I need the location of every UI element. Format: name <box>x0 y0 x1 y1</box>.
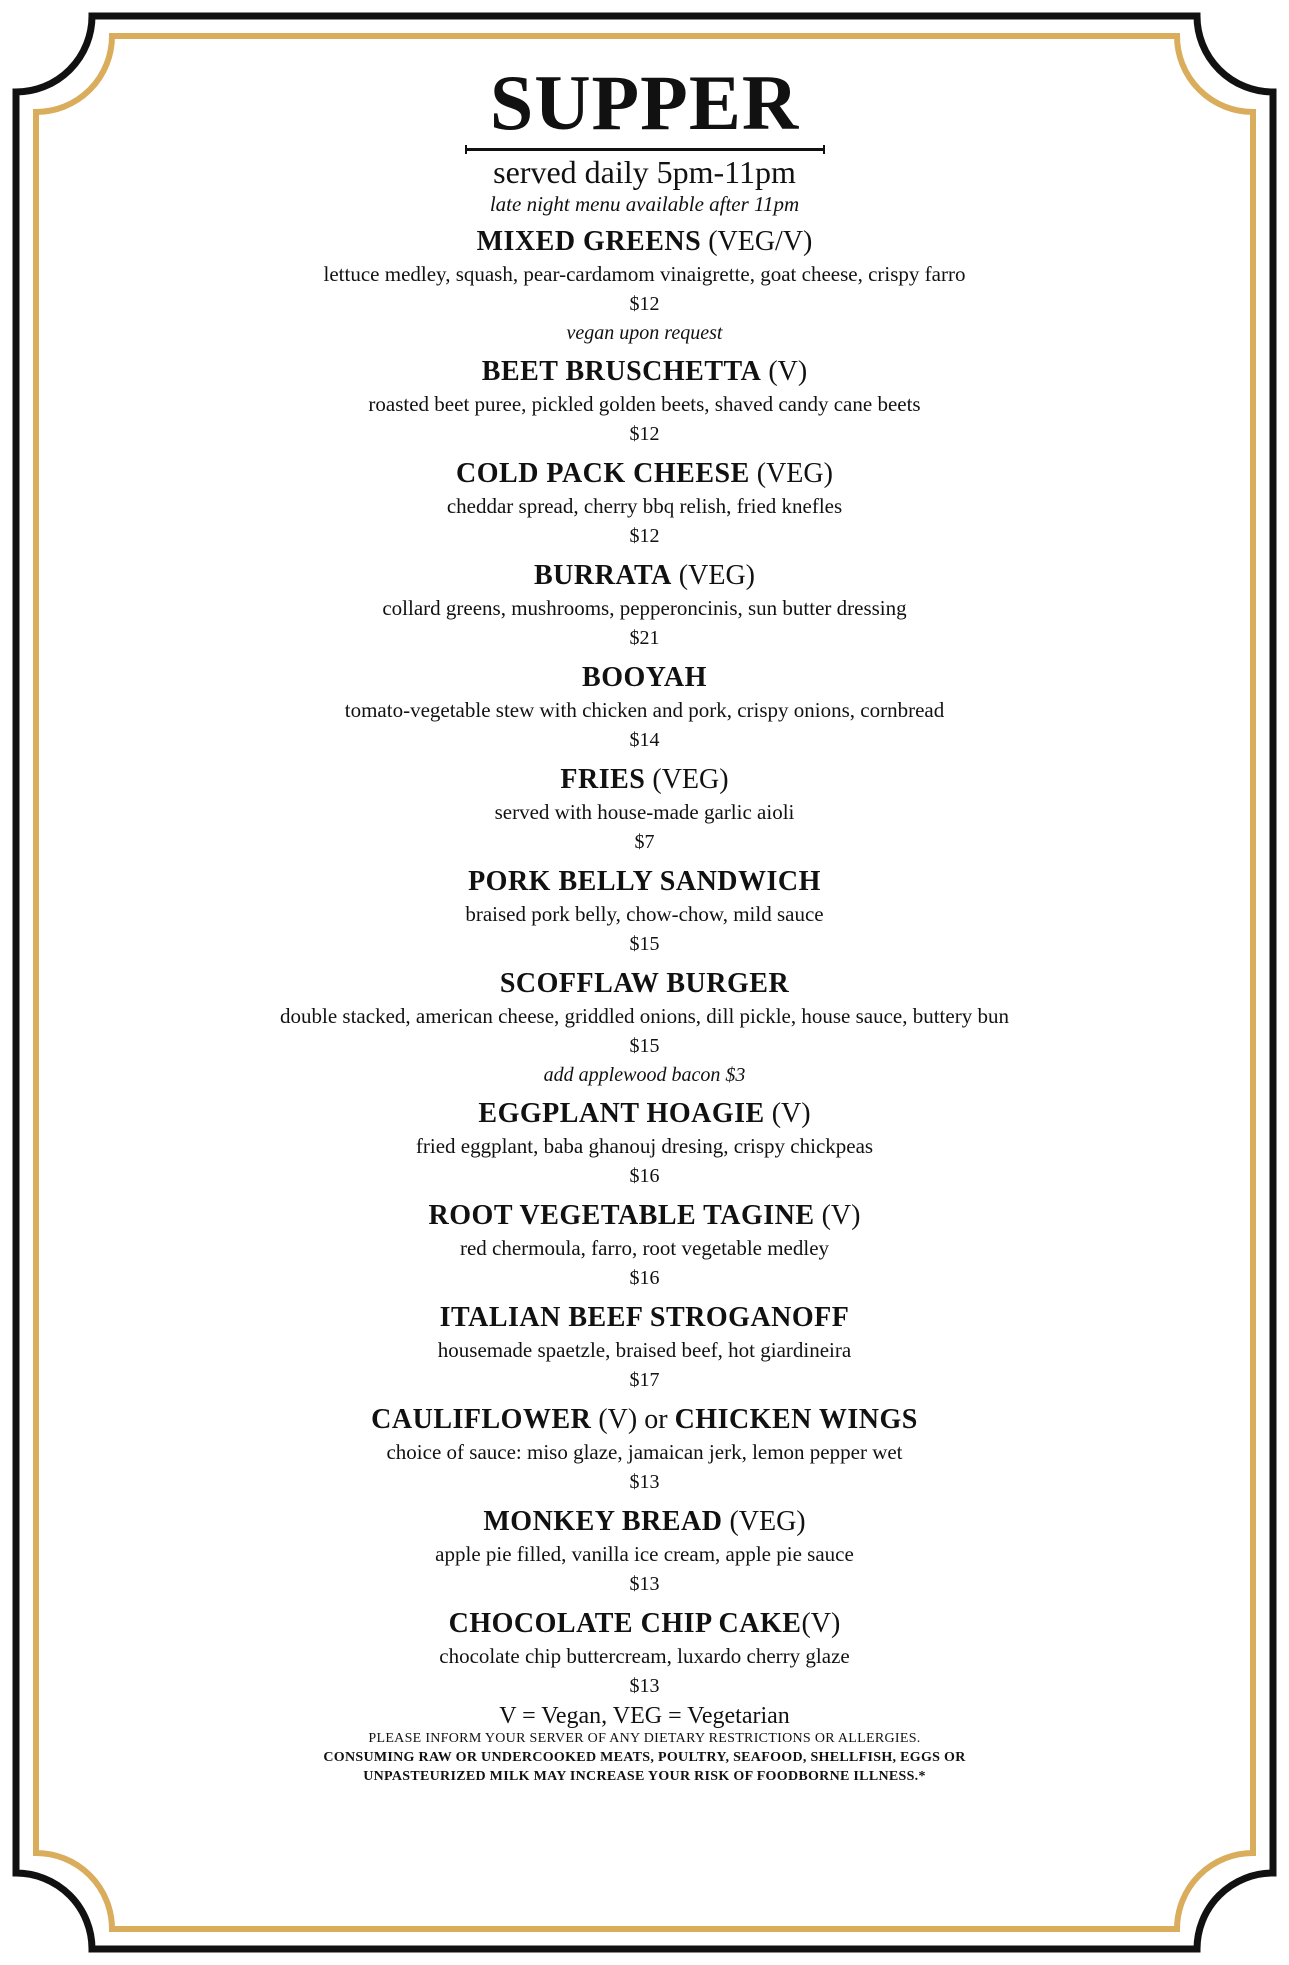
item-heading <box>120 1403 1169 1437</box>
item-diet-tag: (V) <box>761 356 808 387</box>
item-description: tomato-vegetable stew with chicken and pork, crispy onions, cornbread <box>344 698 945 722</box>
item-description: braised pork belly, chow-chow, mild sauce <box>465 902 824 926</box>
item-heading <box>120 457 1169 491</box>
item-diet-tag: (V) <box>764 1098 811 1129</box>
menu-item <box>120 559 1169 653</box>
menu-item <box>120 967 1169 1089</box>
item-diet-tag: (VEG/V) <box>701 226 813 257</box>
item-price: $12 <box>629 525 660 547</box>
item-heading <box>120 1097 1169 1131</box>
menu-item <box>120 1403 1169 1497</box>
item-name: MIXED GREENS <box>476 226 702 257</box>
diet-legend: V = Vegan, VEG = Vegetarian <box>499 1703 790 1729</box>
item-price: $15 <box>629 933 660 955</box>
item-description: choice of sauce: miso glaze, jamaican jerk, lemon pepper wet <box>386 1440 903 1464</box>
item-price: $7 <box>634 831 655 853</box>
item-description: double stacked, american cheese, griddled onions, dill pickle, house sauce, buttery bun <box>280 1004 1009 1028</box>
item-heading <box>120 1199 1169 1233</box>
menu-item <box>120 1607 1169 1701</box>
item-description: collard greens, mushrooms, pepperoncinis, sun butter dressing <box>382 596 907 620</box>
item-heading <box>120 1607 1169 1641</box>
item-price: $12 <box>629 423 660 445</box>
menu-item <box>120 1199 1169 1293</box>
menu-item <box>120 661 1169 755</box>
item-price: $14 <box>629 729 660 751</box>
item-diet-tag: (V) <box>801 1608 841 1639</box>
item-heading <box>120 967 1169 1001</box>
item-heading <box>120 661 1169 695</box>
item-heading <box>120 1505 1169 1539</box>
item-price: $15 <box>629 1035 660 1057</box>
item-description: cheddar spread, cherry bbq relish, fried knefles <box>446 494 843 518</box>
service-hours: served daily 5pm-11pm <box>493 154 796 190</box>
item-name-alt: CHICKEN WINGS <box>674 1404 918 1435</box>
menu-item <box>120 355 1169 449</box>
item-price: $17 <box>629 1369 660 1391</box>
item-heading <box>120 763 1169 797</box>
item-description: served with house-made garlic aioli <box>494 800 795 824</box>
item-diet-tag: (VEG) <box>671 560 755 591</box>
item-diet-tag: (V) or <box>591 1404 675 1435</box>
item-description: housemade spaetzle, braised beef, hot giardineira <box>437 1338 852 1362</box>
menu-item <box>120 763 1169 857</box>
item-note: add applewood bacon $3 <box>543 1064 746 1086</box>
item-heading <box>120 1301 1169 1335</box>
item-note: vegan upon request <box>566 322 723 344</box>
item-name: PORK BELLY SANDWICH <box>468 866 821 897</box>
menu-item <box>120 1097 1169 1191</box>
item-price: $21 <box>629 627 660 649</box>
item-name: CAULIFLOWER <box>371 1404 592 1435</box>
item-name: BURRATA <box>533 560 672 591</box>
health-warning-line-2: UNPASTEURIZED MILK MAY INCREASE YOUR RISK OF FOODBORNE ILLNESS.* <box>363 1769 926 1784</box>
item-diet-tag: (VEG) <box>749 458 833 489</box>
item-price: $13 <box>629 1573 660 1595</box>
item-price: $16 <box>629 1165 660 1187</box>
item-diet-tag: (V) <box>814 1200 861 1231</box>
item-name: COLD PACK CHEESE <box>456 458 750 489</box>
item-description: chocolate chip buttercream, luxardo cherry glaze <box>439 1644 850 1668</box>
item-description: apple pie filled, vanilla ice cream, apple pie sauce <box>435 1542 854 1566</box>
item-price: $16 <box>629 1267 660 1289</box>
item-heading <box>120 865 1169 899</box>
item-diet-tag: (VEG) <box>645 764 729 795</box>
health-warning-line-1: CONSUMING RAW OR UNDERCOOKED MEATS, POULTRY, SEAFOOD, SHELLFISH, EGGS OR <box>323 1750 966 1765</box>
menu-title: SUPPER <box>489 59 800 146</box>
menu-item <box>120 225 1169 347</box>
menu-item <box>120 457 1169 551</box>
menu-item <box>120 1301 1169 1395</box>
item-description: lettuce medley, squash, pear-cardamom vinaigrette, goat cheese, crispy farro <box>323 262 966 286</box>
item-name: BEET BRUSCHETTA <box>481 356 762 387</box>
item-heading <box>120 559 1169 593</box>
item-description: red chermoula, farro, root vegetable medley <box>459 1236 830 1260</box>
allergy-notice: PLEASE INFORM YOUR SERVER OF ANY DIETARY RESTRICTIONS OR ALLERGIES. <box>368 1731 921 1746</box>
item-price: $13 <box>629 1675 660 1697</box>
item-name: SCOFFLAW BURGER <box>499 968 790 999</box>
item-description: roasted beet puree, pickled golden beets, shaved candy cane beets <box>368 392 921 416</box>
item-name: ROOT VEGETABLE TAGINE <box>428 1200 815 1231</box>
item-name: CHOCOLATE CHIP CAKE <box>448 1608 802 1639</box>
item-price: $12 <box>629 293 660 315</box>
item-description: fried eggplant, baba ghanouj dresing, crispy chickpeas <box>415 1134 874 1158</box>
menu-items <box>120 225 1169 1701</box>
supper-menu <box>120 59 1169 1786</box>
item-diet-tag: (VEG) <box>722 1506 806 1537</box>
late-night-note: late night menu available after 11pm <box>489 192 800 216</box>
item-name: BOOYAH <box>582 662 707 693</box>
menu-item <box>120 865 1169 959</box>
item-name: FRIES <box>560 764 646 795</box>
item-name: EGGPLANT HOAGIE <box>478 1098 765 1129</box>
menu-item <box>120 1505 1169 1599</box>
item-name: ITALIAN BEEF STROGANOFF <box>439 1302 850 1333</box>
item-heading <box>120 225 1169 259</box>
item-price: $13 <box>629 1471 660 1493</box>
item-heading <box>120 355 1169 389</box>
title-divider <box>465 148 825 151</box>
item-name: MONKEY BREAD <box>483 1506 723 1537</box>
